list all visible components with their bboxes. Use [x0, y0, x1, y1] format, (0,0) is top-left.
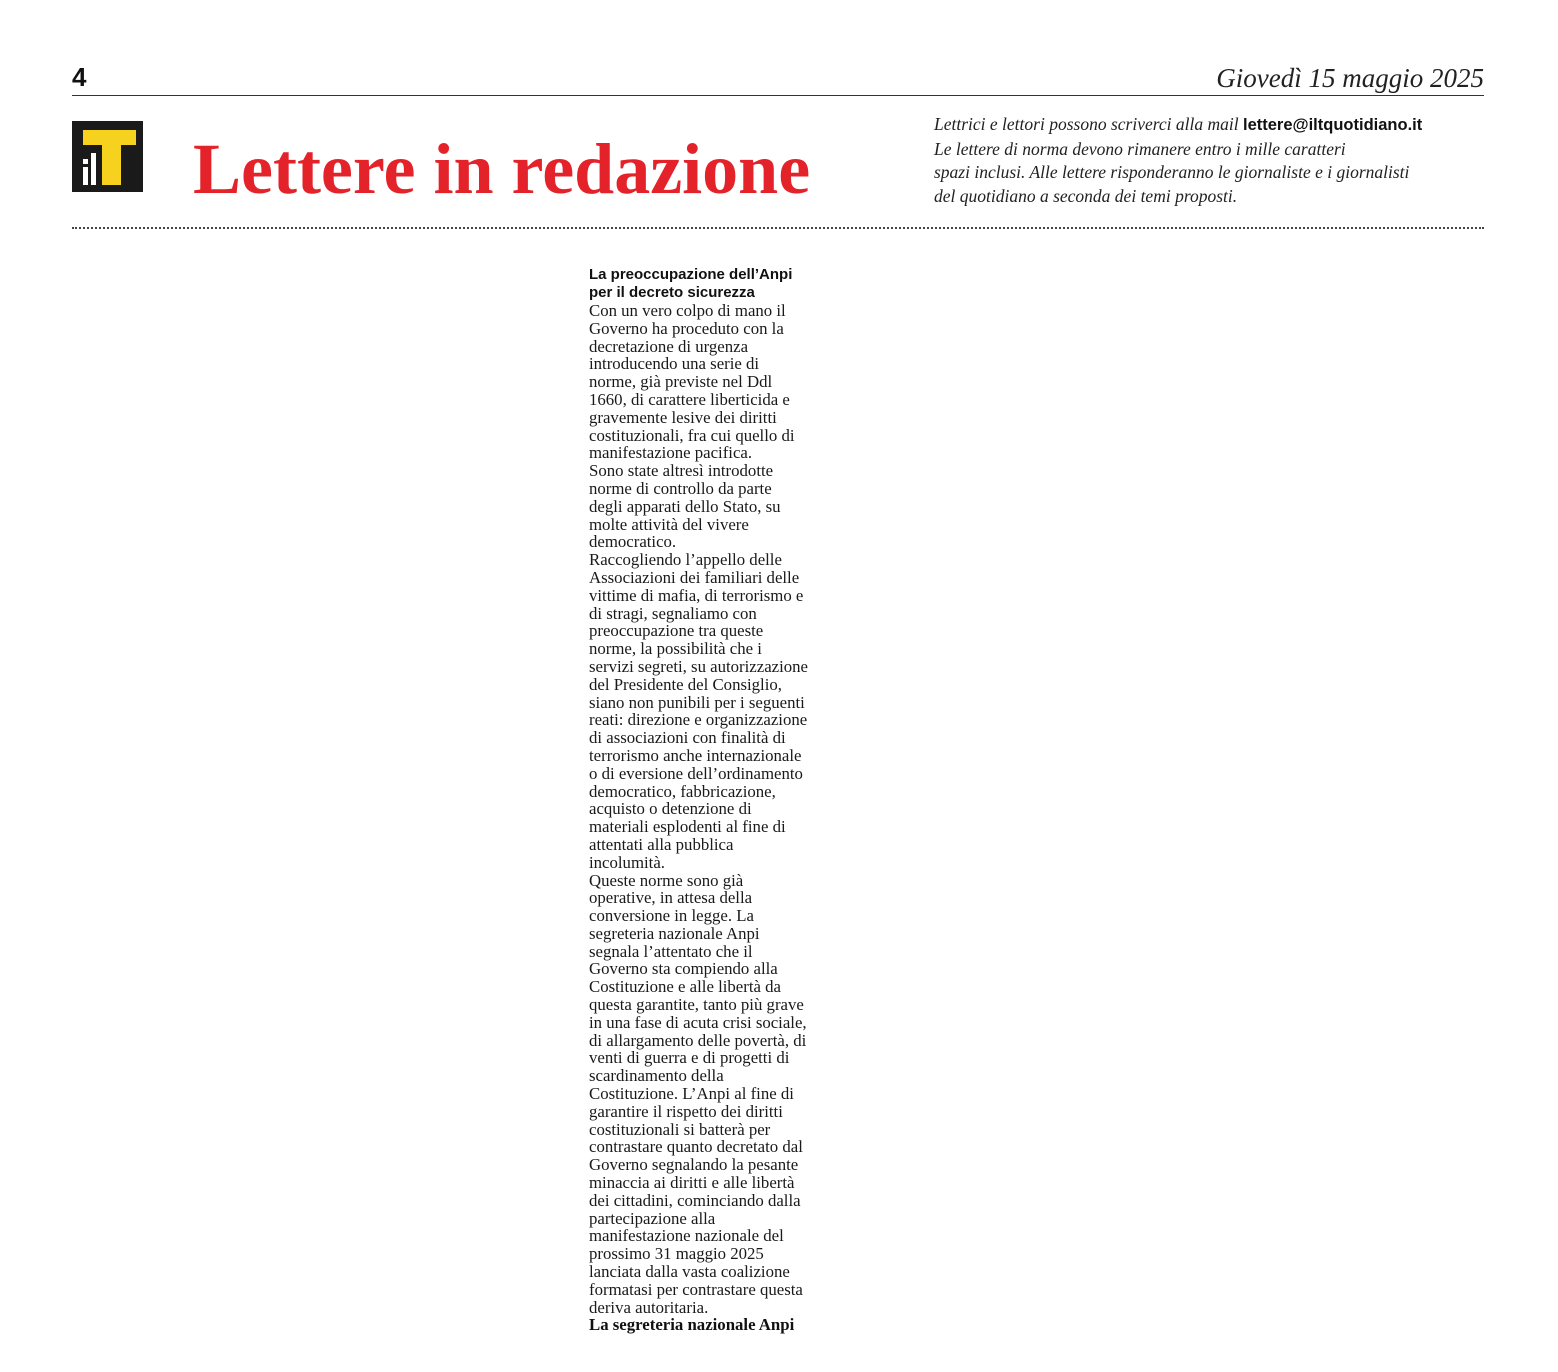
newspaper-logo	[72, 121, 143, 192]
letters-email-link[interactable]: lettere@iltquotidiano.it	[1242, 116, 1423, 134]
body-line: attentati alla pubblica	[589, 834, 734, 854]
header-rule	[72, 95, 1484, 96]
body-line: preoccupazione tra queste	[589, 621, 764, 641]
body-line: decretazione di urgenza	[589, 336, 749, 356]
body-line: manifestazione pacifica.	[589, 443, 753, 463]
body-line: reati: direzione e organizzazione	[589, 710, 808, 730]
body-line: Sono state altresì introdotte	[589, 461, 774, 481]
body-line: acquisto o detenzione di	[589, 799, 752, 819]
body-line: Governo ha proceduto con la	[589, 318, 784, 338]
body-line: Governo sta compiendo alla	[589, 959, 778, 979]
reader-instructions	[934, 113, 1494, 208]
body-line: molte attività del vivere	[589, 514, 749, 534]
body-line: democratico, fabbricazione,	[589, 781, 776, 801]
body-line: operative, in attesa della	[589, 888, 753, 908]
body-line: degli apparati dello Stato, su	[589, 496, 781, 516]
body-line: dei cittadini, cominciando dalla	[589, 1190, 801, 1210]
body-line: partecipazione alla	[589, 1208, 716, 1228]
body-line: garantire il rispetto dei diritti	[589, 1101, 783, 1121]
body-line: o di eversione dell’ordinamento	[589, 763, 803, 783]
section-divider	[72, 227, 1484, 229]
body-line: terrorismo anche internazionale	[589, 745, 802, 765]
letter-signature: La segreteria nazionale Anpi	[589, 1315, 795, 1335]
body-line: Costituzione. L’Anpi al fine di	[589, 1084, 794, 1104]
body-line: siano non punibili per i seguenti	[589, 692, 805, 712]
body-line: manifestazione nazionale del	[589, 1226, 784, 1246]
body-line: Costituzione e alle libertà da	[589, 977, 781, 997]
body-line: di stragi, segnaliamo con	[589, 603, 757, 623]
letter-headline	[589, 266, 857, 302]
body-line: conversione in legge. La	[589, 906, 754, 926]
body-line: scardinamento della	[589, 1066, 724, 1086]
body-line: materiali esplodenti al fine di	[589, 817, 786, 837]
body-line: segreteria nazionale Anpi	[589, 923, 760, 943]
intro-line-3: spazi inclusi. Alle lettere risponderanno le giornaliste e i giornalisti	[934, 162, 1410, 182]
body-line: incolumità.	[589, 852, 665, 872]
body-line: venti di guerra e di progetti di	[589, 1048, 790, 1068]
body-line: 1660, di carattere liberticida e	[589, 389, 790, 409]
body-line: Con un vero colpo di mano il	[589, 301, 786, 320]
body-line: Raccogliendo l’appello delle	[589, 550, 782, 570]
body-line: introducendo una serie di	[589, 354, 760, 374]
body-line: minaccia ai diritti e alle libertà	[589, 1173, 795, 1193]
body-line: democratico.	[589, 532, 677, 552]
body-line: vittime di mafia, di terrorismo e	[589, 585, 804, 605]
body-line: contrastare quanto decretato dal	[589, 1137, 803, 1157]
body-line: segnala l’attentato che il	[589, 941, 753, 961]
body-line: costituzionali si batterà per	[589, 1119, 771, 1139]
body-line: Associazioni dei familiari delle	[589, 567, 800, 587]
body-line: servizi segreti, su autorizzazione	[589, 656, 808, 676]
body-line: costituzionali, fra cui quello di	[589, 425, 795, 445]
letter-body	[589, 302, 857, 1316]
body-line: norme, già previste nel Ddl	[589, 372, 773, 392]
body-line: norme, la possibilità che i	[589, 639, 762, 659]
body-line: lanciata dalla vasta coalizione	[589, 1262, 790, 1282]
headline-line: per il decreto sicurezza	[589, 284, 755, 301]
body-line: gravemente lesive dei diritti	[589, 407, 777, 427]
intro-line-4: del quotidiano a seconda dei temi proposti.	[934, 185, 1238, 206]
body-line: prossimo 31 maggio 2025	[589, 1244, 764, 1264]
body-line: formatasi per contrastare questa	[589, 1279, 803, 1299]
body-line: in una fase di acuta crisi sociale,	[589, 1012, 807, 1032]
ilt-logo-icon	[72, 121, 143, 192]
intro-prefix: Lettrici e lettori possono scriverci alla mail	[934, 114, 1243, 134]
letter-article	[589, 266, 857, 1334]
body-line: deriva autoritaria.	[589, 1297, 709, 1317]
section-title: Lettere in redazione	[193, 129, 811, 209]
body-line: di associazioni con finalità di	[589, 728, 786, 748]
body-line: Governo segnalando la pesante	[589, 1155, 799, 1175]
intro-line-2: Le lettere di norma devono rimanere entro i mille caratteri	[934, 138, 1346, 159]
body-line: del Presidente del Consiglio,	[589, 674, 782, 694]
headline-line: La preoccupazione dell’Anpi	[589, 266, 793, 283]
page-number: 4	[72, 62, 87, 92]
body-line: Queste norme sono già	[589, 870, 744, 890]
body-line: questa garantite, tanto più grave	[589, 995, 804, 1015]
intro-line-1	[934, 113, 1494, 138]
body-line: norme di controllo da parte	[589, 478, 772, 498]
body-line: di allargamento delle povertà, di	[589, 1030, 807, 1050]
issue-date: Giovedì 15 maggio 2025	[1216, 63, 1484, 93]
